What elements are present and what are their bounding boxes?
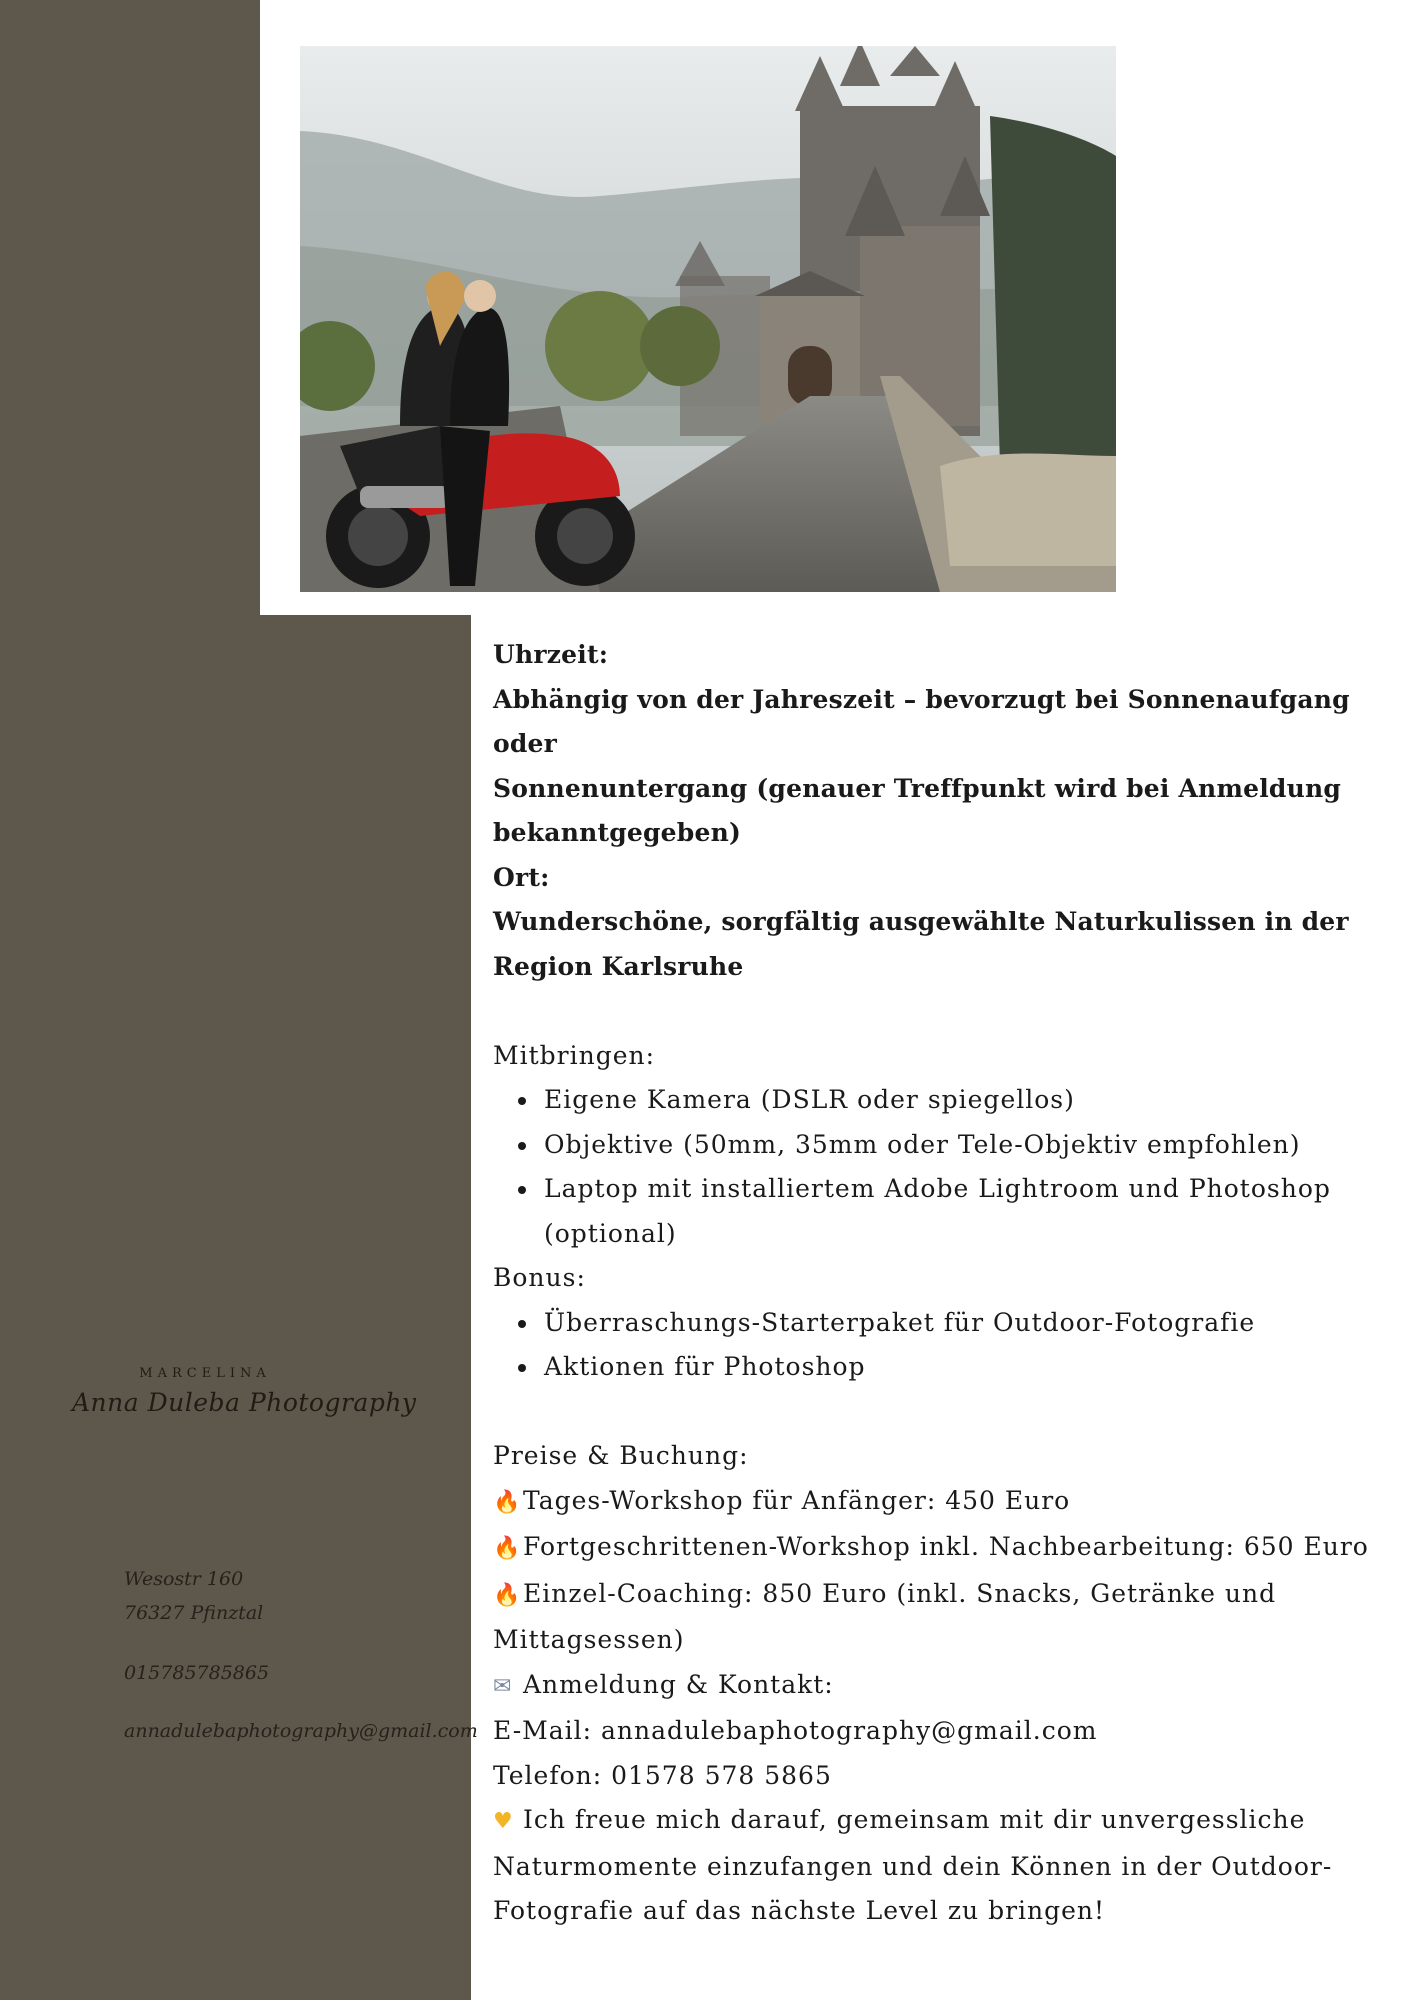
mitbringen-label: Mitbringen: xyxy=(493,1040,656,1070)
logo-script-text: Anna Duleba Photography xyxy=(72,1388,417,1417)
fire-icon: 🔥 xyxy=(493,1536,522,1561)
anmeldung-label: Anmeldung & Kontakt: xyxy=(523,1669,834,1699)
sidebar-bottom xyxy=(0,615,471,2000)
mitbringen-list xyxy=(493,1078,1383,1212)
phone-line: 015785785865 xyxy=(124,1662,270,1684)
list-item: Aktionen für Photoshop xyxy=(544,1345,1383,1390)
closing-line: Naturmomente einzufangen und dein Können in der Outdoor- xyxy=(493,1851,1333,1881)
anmeldung-line xyxy=(493,1663,1383,1710)
street-line: Wesostr 160 xyxy=(124,1568,244,1590)
list-item-continuation: (optional) xyxy=(544,1218,677,1248)
main-content xyxy=(493,633,1383,1934)
brand-logo xyxy=(60,1360,417,1460)
phone-contact[interactable]: Telefon: 01578 578 5865 xyxy=(493,1760,832,1790)
list-item: Eigene Kamera (DSLR oder spiegellos) xyxy=(544,1078,1383,1123)
price-line xyxy=(493,1525,1383,1572)
city-line: 76327 Pfinztal xyxy=(124,1602,264,1624)
ort-label: Ort: xyxy=(493,862,550,892)
price-line xyxy=(493,1572,1383,1619)
email-contact[interactable]: E-Mail: annadulebaphotography@gmail.com xyxy=(493,1716,1098,1745)
uhrzeit-line: Abhängig von der Jahreszeit – bevorzugt bei Sonnenaufgang oder xyxy=(493,684,1350,758)
list-item: Laptop mit installiertem Adobe Lightroom und Photoshop xyxy=(544,1167,1383,1212)
uhrzeit-label: Uhrzeit: xyxy=(493,640,609,669)
price-line xyxy=(493,1479,1383,1526)
bonus-label: Bonus: xyxy=(493,1263,586,1292)
envelope-icon: ✉ xyxy=(493,1673,513,1699)
closing-line xyxy=(493,1798,1383,1845)
list-item: Überraschungs-Starterpaket für Outdoor-Fotografie xyxy=(544,1301,1383,1346)
logo-top-text: MARCELINA xyxy=(139,1366,271,1381)
price-line-continuation: Mittagsessen) xyxy=(493,1625,685,1654)
list-item: Objektive (50mm, 35mm oder Tele-Objektiv empfohlen) xyxy=(544,1123,1383,1168)
closing-text: Ich freue mich darauf, gemeinsam mit dir unvergessliche xyxy=(523,1805,1306,1834)
ort-line: Region Karlsruhe xyxy=(493,951,744,981)
bonus-list xyxy=(493,1301,1383,1390)
fire-icon: 🔥 xyxy=(493,1489,522,1515)
uhrzeit-line: Sonnenuntergang (genauer Treffpunkt wird bei Anmeldung xyxy=(493,773,1342,803)
ort-line: Wunderschöne, sorgfältig ausgewählte Naturkulissen in der xyxy=(493,907,1349,936)
email-line[interactable]: annadulebaphotography@gmail.com xyxy=(124,1720,478,1742)
price-text: Tages-Workshop für Anfänger: 450 Euro xyxy=(523,1485,1071,1515)
uhrzeit-line: bekanntgegeben) xyxy=(493,818,741,847)
yellow-heart-icon: ♥ xyxy=(493,1809,514,1834)
closing-line: Fotografie auf das nächste Level zu bringen! xyxy=(493,1896,1106,1925)
sidebar-top xyxy=(0,0,260,615)
fire-icon: 🔥 xyxy=(493,1582,522,1608)
sidebar-contact xyxy=(124,1562,478,1748)
hero-photo xyxy=(300,46,1116,592)
price-text: Fortgeschrittenen-Workshop inkl. Nachbearbeitung: 650 Euro xyxy=(523,1532,1369,1561)
preise-label: Preise & Buchung: xyxy=(493,1441,749,1470)
price-text: Einzel-Coaching: 850 Euro (inkl. Snacks, Getränke und xyxy=(523,1578,1277,1608)
